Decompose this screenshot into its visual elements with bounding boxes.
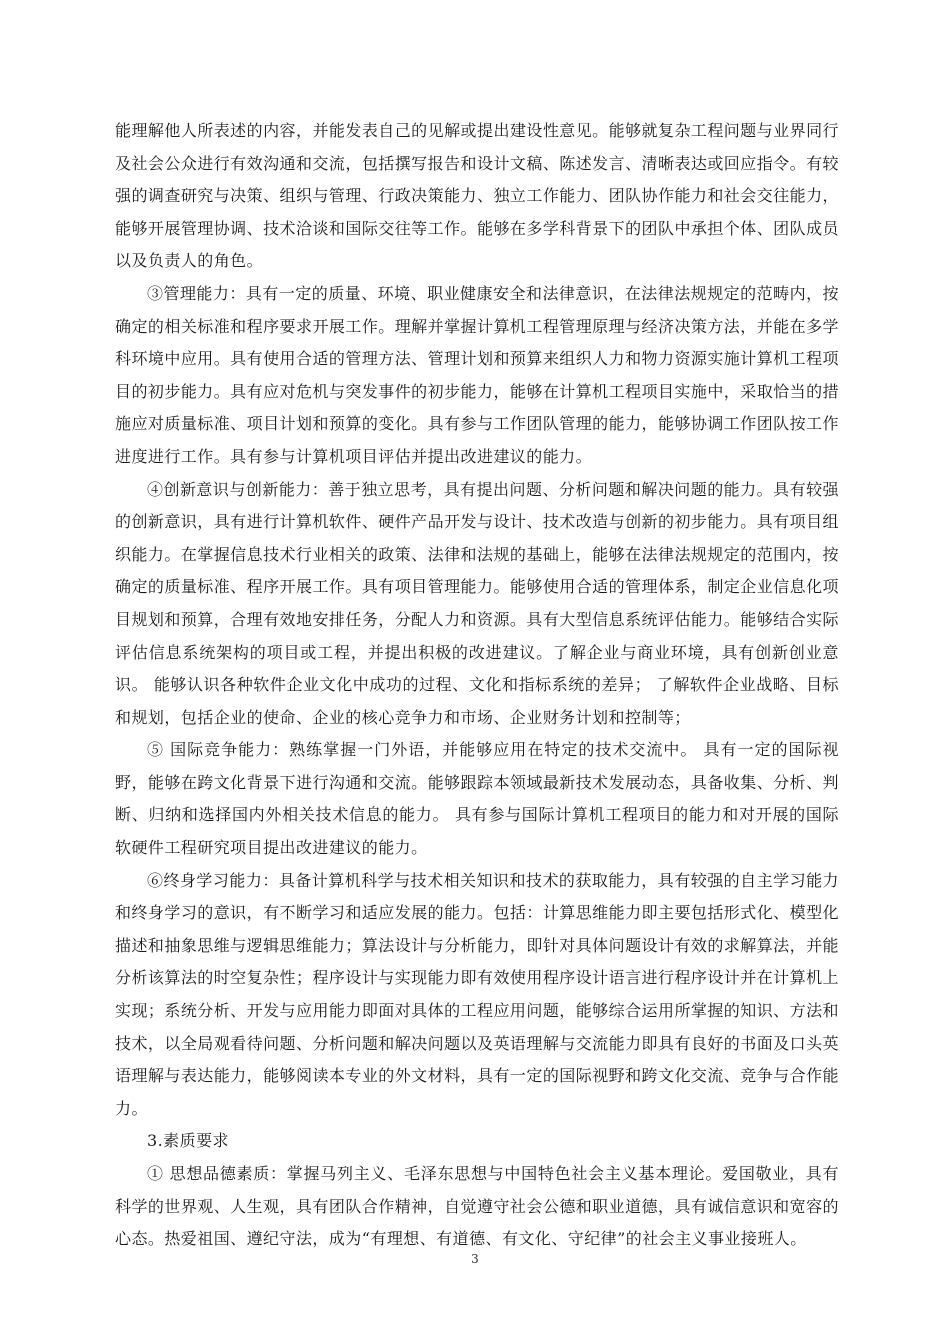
paragraph-international-competitiveness: ⑤ 国际竞争能力：熟练掌握一门外语，并能够应用在特定的技术交流中。 具有一定的国际视野，能够在跨文化背景下进行沟通和交流。能够跟踪本领域最新技术发展动态，具备收集、分析、判断、归纳和选择国内外相关技术信息的能力。 具有参与国际计算机工程项目的能力和对开展的国际软硬件工程研究项目提出改进建议的能力。: [115, 740, 839, 858]
paragraph-ideological-moral-quality: ① 思想品德素质：掌握马列主义、毛泽东思想与中国特色社会主义基本理论。爱国敬业，具有科学的世界观、人生观，具有团队合作精神，自觉遵守社会公德和职业道德，具有诚信意识和宽容的心态。热爱祖国、遵纪守法，成为“有理想、有道德、有文化、守纪律”的社会主义事业接班人。: [115, 1164, 839, 1249]
paragraph-innovation-ability: ④创新意识与创新能力：善于独立思考，具有提出问题、分析问题和解决问题的能力。具有较强的创新意识，具有进行计算机软件、硬件产品开发与设计、技术改造与创新的初步能力。具有项目组织能力。在掌握信息技术行业相关的政策、法律和法规的基础上，能够在法律法规规定的范围内，按确定的质量标准、程序开展工作。具有项目管理能力。能够使用合适的管理体系，制定企业信息化项目规划和预算，合理有效地安排任务，分配人力和资源。具有大型信息系统评估能力。能够结合实际评估信息系统架构的项目或工程，并提出积极的改进建议。了解企业与商业环境，具有创新创业意识。 能够认识各种软件企业文化中成功的过程、文化和指标系统的差异； 了解软件企业战略、目标和规划，包括企业的使命、企业的核心竞争力和市场、企业财务计划和控制等；: [115, 479, 839, 727]
page-number: 3: [471, 1252, 479, 1266]
paragraph-management-ability: ③管理能力：具有一定的质量、环境、职业健康安全和法律意识，在法律法规规定的范畴内，按确定的相关标准和程序要求开展工作。理解并掌握计算机工程管理原理与经济决策方法，并能在多学科环境中应用。具有使用合适的管理方法、管理计划和预算来组织人力和物力资源实施计算机工程项目的初步能力。具有应对危机与突发事件的初步能力，能够在计算机工程项目实施中，采取恰当的措施应对质量标准、项目计划和预算的变化。具有参与工作团队管理的能力，能够协调工作团队按工作进度进行工作。具有参与计算机项目评估并提出改进建议的能力。: [115, 283, 839, 466]
section-heading-quality-requirements: 3.素质要求: [147, 1131, 229, 1151]
paragraph-lifelong-learning: ⑥终身学习能力：具备计算机科学与技术相关知识和技术的获取能力，具有较强的自主学习能力和终身学习的意识，有不断学习和适应发展的能力。包括：计算思维能力即主要包括形式化、模型化描述和抽象思维与逻辑思维能力；算法设计与分析能力，即针对具体问题设计有效的求解算法，并能分析该算法的时空复杂性；程序设计与实现能力即有效使用程序设计语言进行程序设计并在计算机上实现；系统分析、开发与应用能力即面对具体的工程应用问题，能够综合运用所掌握的知识、方法和技术，以全局观看待问题、分析问题和解决问题以及英语理解与交流能力即具有良好的书面及口头英语理解与表达能力，能够阅读本专业的外文材料，具有一定的国际视野和跨文化交流、竞争与合作能力。: [115, 870, 839, 1118]
paragraph-communication-continued: 能理解他人所表述的内容，并能发表自己的见解或提出建设性意见。能够就复杂工程问题与业界同行及社会公众进行有效沟通和交流，包括撰写报告和设计文稿、陈述发言、清晰表达或回应指令。有较强的调查研究与决策、组织与管理、行政决策能力、独立工作能力、团队协作能力和社会交往能力，能够开展管理协调、技术洽谈和国际交往等工作。能够在多学科背景下的团队中承担个体、团队成员以及负责人的角色。: [115, 121, 839, 271]
document-body: [115, 115, 839, 1256]
